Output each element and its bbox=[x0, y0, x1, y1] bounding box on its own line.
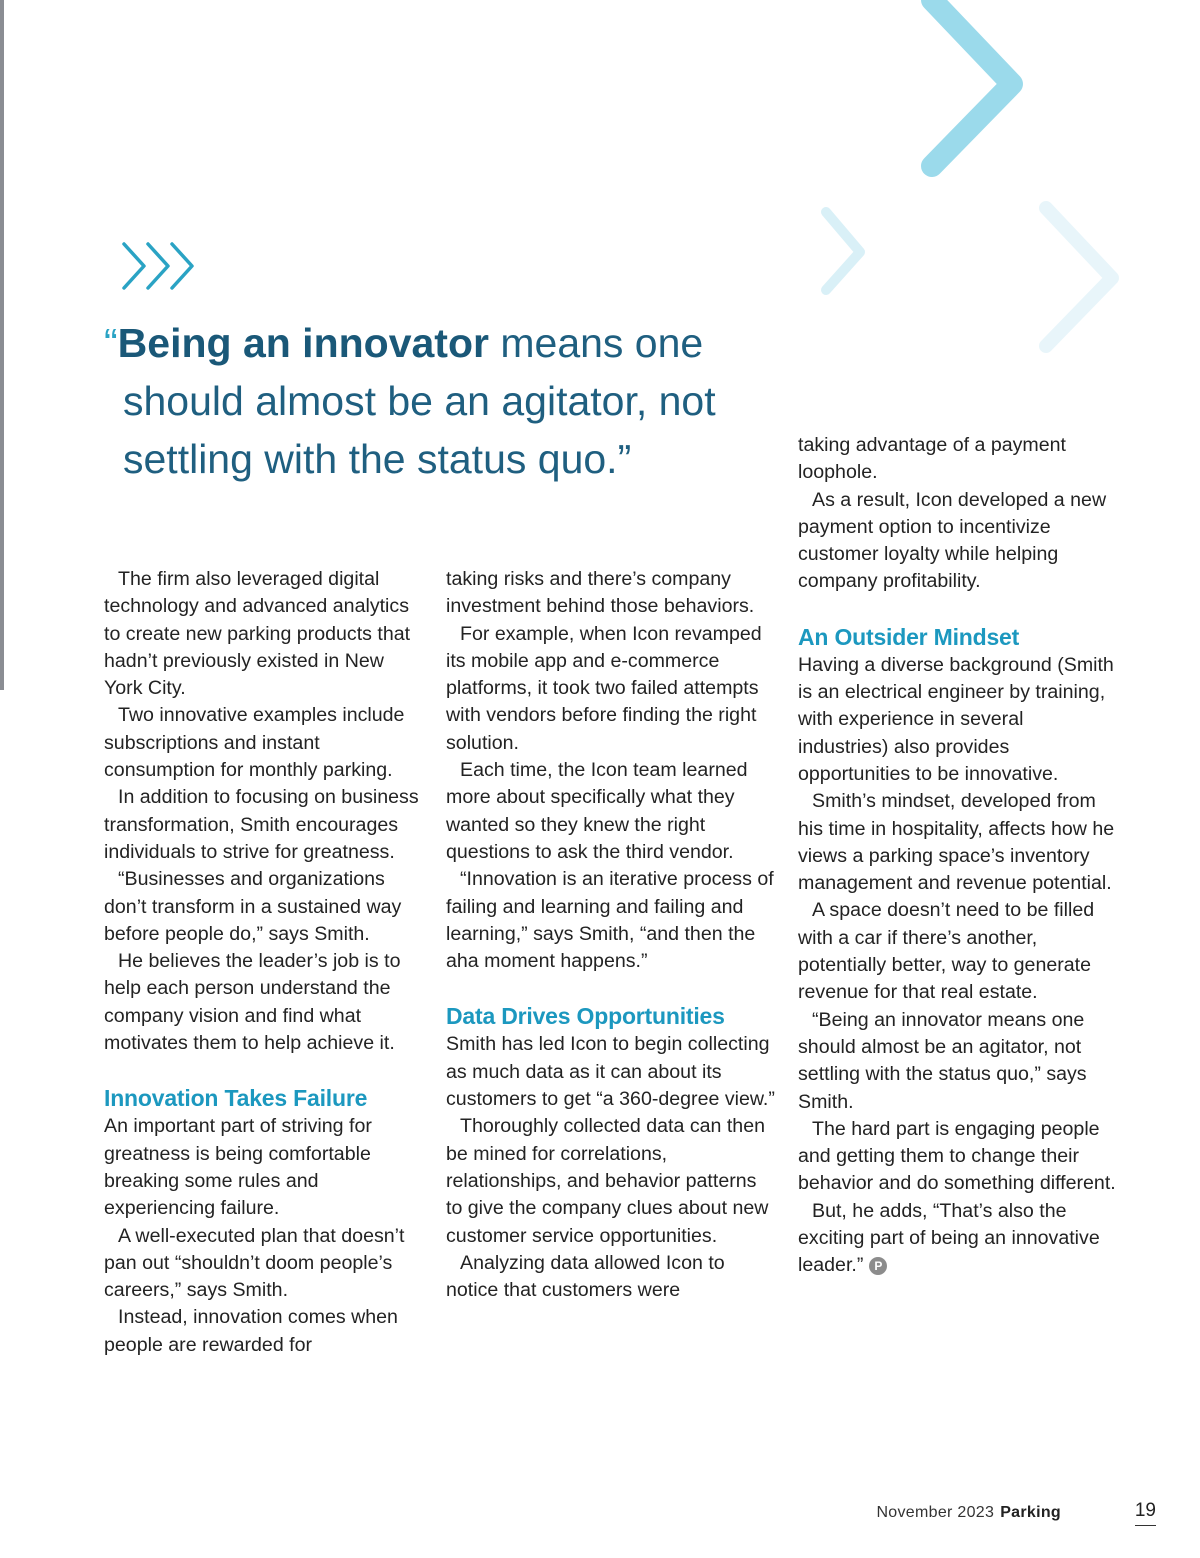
paragraph: As a result, Icon developed a new payment option to incentivize customer loyalty while helping company profitability. bbox=[798, 488, 1107, 593]
pull-quote-bold: Being an innovator bbox=[117, 320, 489, 366]
paragraph: A well-executed plan that doesn’t pan out “shouldn’t doom people’s careers,” says Smith. bbox=[104, 1224, 405, 1302]
triple-chevron-icon bbox=[120, 240, 200, 292]
large-chevron-icon bbox=[932, 0, 1012, 166]
section-heading: Innovation Takes Failure bbox=[104, 1085, 368, 1112]
paragraph: He believes the leader’s job is to help each person understand the company vision and find what motivates them to help achieve it. bbox=[104, 950, 401, 1055]
pull-quote-line1: means one bbox=[488, 320, 704, 366]
paragraph bbox=[798, 1198, 1118, 1280]
paragraph: taking risks and there’s company investment behind those behaviors. bbox=[446, 568, 755, 618]
paragraph: A space doesn’t need to be filled with a car if there’s another, potentially better, way to generate revenue for that real estate. bbox=[798, 899, 1095, 1004]
paragraph: Smith has led Icon to begin collecting as much data as it can about its customers to get “a 360-degree view.” bbox=[446, 1033, 775, 1111]
article-column-1 bbox=[104, 566, 422, 1359]
paragraph: “Innovation is an iterative process of failing and learning and failing and learning,” says Smith, “and then the aha moment happens.” bbox=[446, 868, 774, 973]
paragraph: For example, when Icon revamped its mobile app and e-commerce platforms, it took two failed attempts with vendors before finding the right solution. bbox=[446, 622, 762, 754]
page-number: 19 bbox=[1135, 1500, 1156, 1526]
paragraph: Analyzing data allowed Icon to notice that customers were bbox=[446, 1251, 725, 1302]
footer-month: November 2023 bbox=[876, 1504, 995, 1521]
paragraph: taking advantage of a payment loophole. bbox=[798, 434, 1066, 484]
pull-quote bbox=[104, 314, 744, 488]
paragraph: “Being an innovator means one should almost be an agitator, not settling with the status quo,” says Smith. bbox=[798, 1008, 1087, 1113]
paragraph: In addition to focusing on business transformation, Smith encourages individuals to strive for greatness. bbox=[104, 786, 419, 863]
article-column-2 bbox=[446, 566, 776, 1304]
paragraph: “Businesses and organizations don’t transform in a sustained way before people do,” says Smith. bbox=[104, 868, 402, 945]
pull-quote-line3: settling with the status quo.” bbox=[123, 436, 632, 482]
paragraph: Having a diverse background (Smith is an electrical engineer by training, with experience in several industries) also provides opportunities to be innovative. bbox=[798, 653, 1114, 785]
small-chevron-icon bbox=[826, 212, 860, 290]
paragraph: Each time, the Icon team learned more about specifically what they wanted so they knew the right questions to ask the third vendor. bbox=[446, 759, 748, 863]
article-column-3 bbox=[798, 432, 1118, 1280]
page-footer bbox=[820, 1500, 1160, 1530]
faint-chevron-icon bbox=[1046, 208, 1112, 346]
closing-text: But, he adds, “That’s also the exciting part of being an innovative leader.” bbox=[798, 1199, 1100, 1277]
paragraph: The hard part is engaging people and getting them to change their behavior and do something different. bbox=[798, 1117, 1116, 1195]
paragraph: An important part of striving for greatness is being comfortable breaking some rules and experiencing failure. bbox=[104, 1115, 372, 1220]
paragraph: Two innovative examples include subscriptions and instant consumption for monthly parking. bbox=[104, 704, 405, 782]
section-heading: An Outsider Mindset bbox=[798, 623, 1020, 650]
paragraph: Thoroughly collected data can then be mined for correlations, relationships, and behavior patterns to give the company clues about new customer service opportunities. bbox=[446, 1115, 769, 1247]
end-of-article-icon: P bbox=[869, 1257, 887, 1275]
pull-quote-line2: should almost be an agitator, not bbox=[123, 378, 716, 424]
paragraph: The firm also leveraged digital technology and advanced analytics to create new parking products that hadn’t previously existed in New York City. bbox=[104, 568, 411, 700]
paragraph: Instead, innovation comes when people are rewarded for bbox=[104, 1306, 398, 1356]
footer-magazine: Parking bbox=[1000, 1504, 1061, 1521]
footer-issue bbox=[876, 1504, 1061, 1522]
paragraph: Smith’s mindset, developed from his time in hospitality, affects how he views a parking space’s inventory management and revenue potential. bbox=[798, 790, 1115, 895]
quote-open-mark: “ bbox=[104, 320, 118, 366]
section-heading: Data Drives Opportunities bbox=[446, 1003, 725, 1030]
